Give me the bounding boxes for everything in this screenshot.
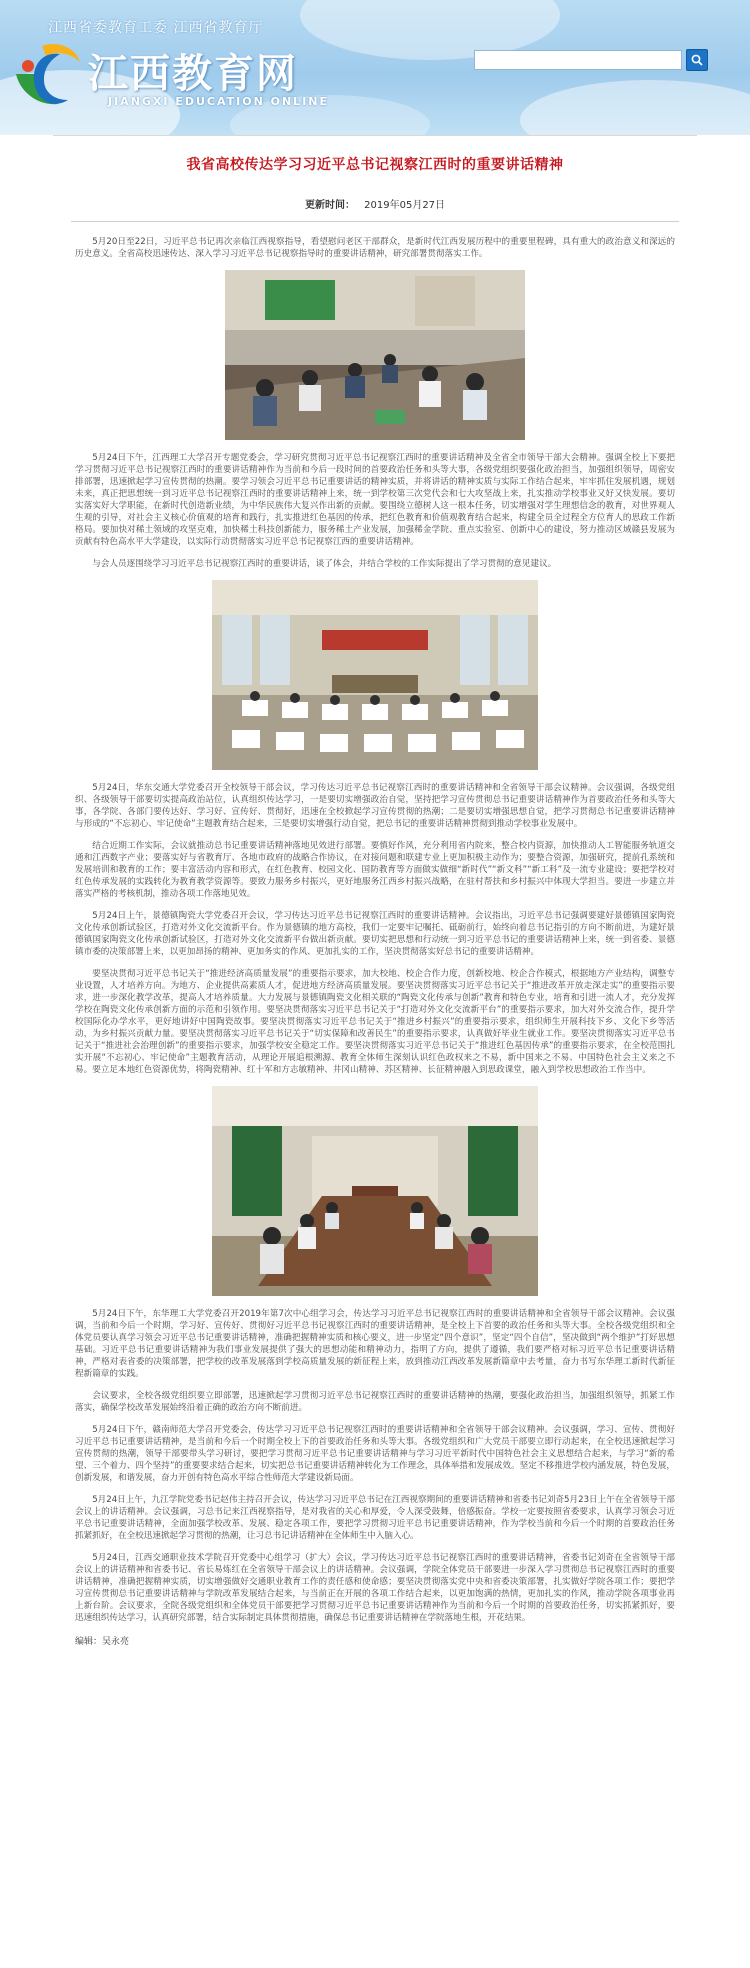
article-paragraph: 5月24日上午，景德镇陶瓷大学党委召开会议，学习传达习近平总书记视察江西时的重要讲话精神。会议指出，习近平总书记强调要建好景德镇国家陶瓷文化传承创新试验区，打造对外文化交流新平台。作为景德镇的地方高校，我们一定要牢记嘱托、砥砺前行，始终向着总书记指引的方向不断前进，为建好景德镇国家陶瓷文化传承创新试验区，打造对外文化交流新平台做出新贡献。要切实把思想和行动统一到习近平总书记的重要讲话精神上来，统一到省委、景德镇市委的决策部署上来，以更加昂扬的精神、更加务实的作风、更加扎实的工作，坚决贯彻落实好总书记的重要讲话精神。 — [75, 911, 675, 957]
editor-label: 编辑： — [75, 1637, 103, 1647]
article-paragraph: 5月24日，江西交通职业技术学院召开党委中心组学习（扩大）会议，学习传达习近平总书记视察江西时的重要讲话精神，省委书记刘奇在全省领导干部会议上的讲话精神和省委书记、省长易炼红在全省领导干部会议上的讲话精神。会议强调，学院全体党员干部要进一步深入学习贯彻总书记视察江西时的重要讲话精神，准确把握精神实质，切实增强做好交通职业教育工作的责任感和使命感；要坚决贯彻落实党中央和省委决策部署，扎实做好学院各项工作；要把学习宣传贯彻总书记重要讲话精神与学院改革发展结合起来，与当前正在开展的各项工作结合起来，以更加饱满的热情，更加扎实的作风，推动学院各项事业再上新台阶。会议要求，全院各级党组织和全体党员干部要把学习贯彻习近平总书记重要讲话精神作为当前和今后一个时期的首要政治任务，切实抓紧抓好，要迅速组织传达学习，认真研究部署，结合实际制定具体贯彻措施，确保总书记重要讲话精神在学院落地生根，开花结果。 — [75, 1553, 675, 1623]
meeting-photo-2 — [212, 580, 538, 770]
meeting-photo-1 — [225, 270, 525, 440]
search-button[interactable] — [686, 49, 708, 71]
article-paragraph: 要坚决贯彻习近平总书记关于“推进经济高质量发展”的重要指示要求，加大校地、校企合作力度，创新校地、校企合作模式，根据地方产业结构，调整专业设置，人才培养方向。为地方、企业提供高素质人才，促进地方经济高质量发展。要坚决贯彻落实习近平总书记关于“推进改革开放走深走实”的重要指示要求，进一步深化教学改革，提高人才培养质量。大力发展与景德镇陶瓷文化相关联的“陶瓷文化传承与创新”教育和特色专业，培育和引进一流人才，充分发挥学校在陶瓷文化传承创新方面的示范和引领作用。要坚决贯彻落实习近平总书记关于“打造对外文化交流新平台”的重要指示要求，加大对外交流合作，提升学校国际化办学水平，更好地讲好中国陶瓷故事。要坚决贯彻落实习近平总书记关于“推进乡村振兴”的重要指示要求，组织师生开展科技下乡、文化下乡等活动，为乡村振兴贡献力量。要坚决贯彻落实习近平总书记关于“切实保障和改善民生”的重要指示要求，认真做好毕业生就业工作。要坚决贯彻落实习近平总书记关于“推进社会治理创新”的重要指示要求，加强学校安全稳定工作。要坚决贯彻落实习近平总书记关于“推进红色基因传承”的重要指示要求，在全校范围扎实开展“不忘初心、牢记使命”主题教育活动，从理论开展追根溯源、教育全体师生深刻认识红色政权来之不易，新中国来之不易、中国特色社会主义来之不易。要立足本地红色资源优势，将陶瓷精神、红十军和方志敏精神、井冈山精神、苏区精神、长征精神融入到思政课堂，融入到学校思想政治工作当中。 — [75, 969, 675, 1075]
logo-title: 江西教育网 — [88, 50, 298, 97]
search-input[interactable] — [474, 50, 682, 70]
article-body — [53, 236, 697, 1624]
article-paragraph: 与会人员逐围绕学习习近平总书记视察江西时的重要讲话，谈了体会，并结合学校的工作实际提出了学习贯彻的意见建议。 — [92, 559, 557, 569]
article-paragraph: 5月24日，华东交通大学党委召开全校领导干部会议，学习传达习近平总书记视察江西时的重要讲话精神和全省领导干部会议精神。会议强调，各级党组织、各级领导干部要切实提高政治站位，认真组织传达学习，一是要切实增强政治自觉，坚持把学习宣传贯彻总书记重要讲话精神作为首要政治任务和头等大事，各学院、各部门要传达好、学习好、宣传好、贯彻好，迅速在全校掀起学习宣传贯彻的热潮；二是要切实增强思想自觉，把学习贯彻总书记重要讲话精神与形成的“不忘初心、牢记使命”主题教育结合起来，三是要切实增强行动自觉，把总书记的重要讲话精神贯彻到推动学校事业发展中。 — [75, 783, 675, 829]
article-paragraph: 结合近期工作实际，会议就推动总书记重要讲话精神落地见效进行部署。要慎好作风，充分利用省内院来，整合校内资源，加快推动人工智能服务轨道交通和江西数字产业；要落实好与省教育厅、各地市政府的战略合作协议，在对接问题和联建专业上更加积极主动作为；要整合资源，加强研究，提前孔系统和发展培训和教育的工作；要丰富活动内容和形式，在红色教育、校园文化、国防教育等方面做实做细“新时代”“新文科”“新工科”及一流专业建设；要把学校对红色传承发展的实践转化为教育教学资源等。要致力服务乡村振兴，更好地服务江西乡村振兴战略，在驻村帮扶和乡村振兴中体现大学担当。要进一步建立并落实严格的考核机制，推动各项工作落地见效。 — [75, 841, 675, 899]
article-paragraph: 5月24日下午，东华理工大学党委召开2019年第7次中心组学习会，传达学习习近平总书记视察江西时的重要讲话精神和全省领导干部会议精神。会议强调，当前和今后一个时期，学习好、宣传好、贯彻好习近平总书记视察江西时的重要讲话精神，是全校上下首要的政治任务和头等大事。全校各级党组织和全体党员要认真学习领会习近平总书记重要讲话精神，准确把握精神实质和核心要义，进一步坚定“四个意识”，坚定“四个自信”，坚决做到“两个维护”打好思想基础。习近平总书记重要讲话精神为我们事业发展提供了强大的思想动能和精神动力，指明了方向，提供了遵循，我们要严格对标习近平总书记重要讲话精神，严格对表省委的决策部署，把学校的改革发展落到学校高质量发展的新征程上来，放到推动江西改革发展新篇章中去考量，奋力书写东华理工新时代新征程新篇章的实践。 — [75, 1309, 675, 1379]
article-title: 我省高校传达学习习近平总书记视察江西时的重要讲话精神 — [186, 157, 564, 173]
article-container — [53, 135, 697, 1647]
meeting-photo-3 — [212, 1086, 538, 1296]
logo-icon[interactable] — [6, 40, 84, 112]
article-meta — [53, 196, 697, 211]
updated-date: 2019年05月27日 — [364, 200, 446, 211]
logo-subtitle: JIANGXI EDUCATION ONLINE — [108, 95, 330, 108]
org-line: 江西省委教育工委 江西省教育厅 — [48, 20, 264, 36]
editor-name: 吴永亮 — [102, 1637, 130, 1647]
site-header — [0, 0, 750, 135]
updated-label: 更新时间： — [304, 200, 355, 211]
article-paragraph: 5月24日下午，赣南师范大学召开党委会，传达学习习近平总书记视察江西时的重要讲话精神和全省领导干部会议精神。会议强调，学习、宣传、贯彻好习近平总书记重要讲话精神，是当前和今后一个时期全校上下的首要政治任务和头等大事。各级党组织和广大党员干部要立即行动起来，在全校迅速掀起学习宣传贯彻的热潮，领导干部要带头学习研讨，要把学习贯彻习近平总书记重要讲话精神与学习习近平新时代中国特色社会主义思想结合起来，与学习“新的希望、三个着力、四个坚持”的重要要求结合起来，切实把总书记重要讲话精神转化为工作理念，具体举措和发展成效。坚定不移推进学校内涵发展，特色发展，创新发展，和谐发展，奋力开创有特色高水平综合性师范大学建设新局面。 — [75, 1425, 675, 1483]
article-paragraph: 5月20日至22日，习近平总书记再次亲临江西视察指导，看望慰问老区干部群众，是新时代江西发展历程中的重要里程碑，具有重大的政治意义和深远的历史意义。全省高校迅速传达、深入学习习近平总书记视察指导时的重要讲话精神，研究部署贯彻落实工作。 — [75, 237, 675, 259]
article-paragraph: 5月24日上午，九江学院党委书记赵伟主持召开会议，传达学习习近平总书记在江西视察期间的重要讲话精神和省委书记刘奇5月23日上午在全省领导干部会议上的讲话精神。会议强调，习总书记来江西视察指导，是对我省的关心和厚爱，令人深受鼓舞，倍感振奋。学校一定要按照省委要求，认真学习领会习近平总书记重要讲话精神，全面加强学校改革、发展、稳定各项工作，要把学习贯彻习近平总书记重要讲话精神，作为学校当前和今后一个时期的首要政治任务抓紧抓好，在全校迅速掀起学习贯彻的热潮，让习总书记讲话精神在全体师生中入脑入心。 — [75, 1495, 675, 1541]
article-paragraph: 5月24日下午，江西理工大学召开专题党委会，学习研究贯彻习近平总书记视察江西时的重要讲话精神及全省全市领导干部大会精神。强调全校上下要把学习贯彻习近平总书记视察江西时的重要讲话精神作为当前和今后一段时间的首要政治任务和头等大事，各级党组织要强化政治担当，加强组织领导，周密安排部署，迅速掀起学习宣传贯彻的热潮。要学习领会习近平总书记重要讲话的精神实质，并将讲话的精神实质与实际工作结合起来，牢牢抓住发展机遇，规划未来，真正把思想统一到习近平总书记视察江西时的重要讲话精神上来，统一到学校第三次党代会和七大攻坚战上来，扎实推动学校事业又好又快发展。要切实落实好大学职能，在新时代创造新业绩，为中华民族伟大复兴作出新的贡献。要围绕立德树人这一根本任务，切实增强对学生理想信念的教育，对世界观人生观的引导，对社会主义核心价值观的培育和践行，扎实推进红色基因的传承，把红色教育和价值观教育结合起来，构建全员全过程全方位育人的思政工作新格局。要加快对稀土领域的攻坚克难，加快稀土科技创新能力，服务稀土产业发展，加强稀金学院、重点实验室、创新中心的建设，努力推动区域赣县发展为贡献有特色高水平大学建设，以实际行动贯彻落实习近平总书记视察江西的重要讲话精神。 — [75, 453, 675, 547]
article-paragraph: 会议要求，全校各级党组织要立即部署，迅速掀起学习贯彻习近平总书记视察江西时的重要讲话精神的热潮，要强化政治担当，加强组织领导，抓紧工作落实，确保学校改革发展始终沿着正确的政治方向不断前进。 — [75, 1391, 675, 1413]
divider — [71, 221, 679, 222]
cloud-decoration — [520, 80, 750, 135]
editor-line — [53, 1634, 697, 1647]
search-icon — [691, 54, 703, 66]
